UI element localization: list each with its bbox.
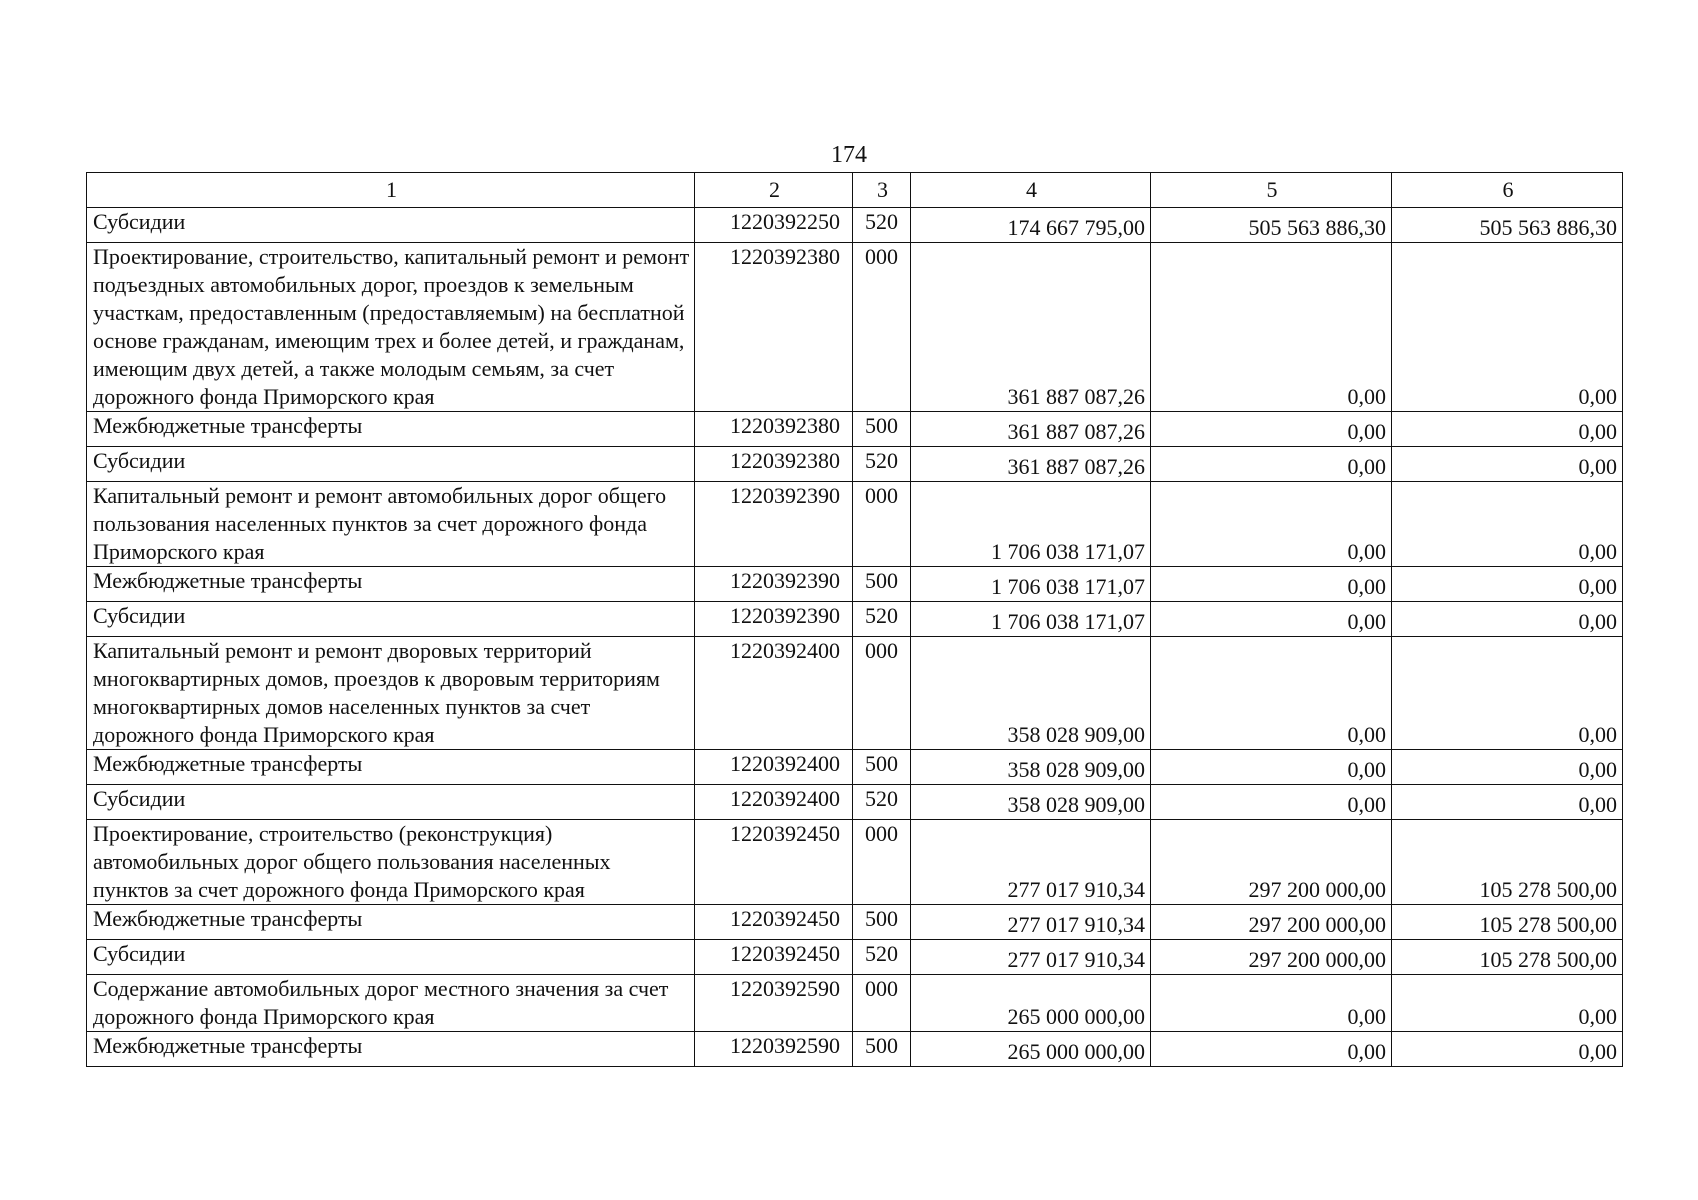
row-value-col6-cell: 0,00: [1392, 447, 1623, 482]
row-value-col4-cell: 1 706 038 171,07: [911, 482, 1151, 567]
row-value-col6-cell: 105 278 500,00: [1392, 820, 1623, 905]
row-code-cell: 1220392590: [695, 975, 853, 1032]
table-row: [87, 940, 1623, 975]
row-value-col5-cell: 0,00: [1151, 785, 1392, 820]
row-value-col4-cell: 277 017 910,34: [911, 820, 1151, 905]
row-value-col5-cell: 297 200 000,00: [1151, 820, 1392, 905]
row-type-cell: 520: [853, 785, 911, 820]
row-value-col4-cell: 361 887 087,26: [911, 412, 1151, 447]
row-code-cell: 1220392380: [695, 412, 853, 447]
row-name-cell: Капитальный ремонт и ремонт автомобильных дорог общего пользования населенных пунктов за счет дорожного фонда Приморского края: [87, 482, 695, 567]
table-row: [87, 567, 1623, 602]
row-code-cell: 1220392390: [695, 602, 853, 637]
table-header-row: [87, 173, 1623, 208]
row-value-col4-cell: 361 887 087,26: [911, 243, 1151, 412]
row-code-cell: 1220392400: [695, 785, 853, 820]
row-value-col4-cell: 277 017 910,34: [911, 905, 1151, 940]
row-value-col6-cell: 0,00: [1392, 975, 1623, 1032]
row-type-cell: 500: [853, 750, 911, 785]
column-header: 1: [87, 173, 695, 208]
row-value-col6-cell: 105 278 500,00: [1392, 905, 1623, 940]
row-type-cell: 520: [853, 602, 911, 637]
row-type-cell: 500: [853, 1032, 911, 1067]
row-value-col4-cell: 1 706 038 171,07: [911, 602, 1151, 637]
row-value-col4-cell: 277 017 910,34: [911, 940, 1151, 975]
row-value-col6-cell: 0,00: [1392, 412, 1623, 447]
table-body: [87, 173, 1623, 1067]
row-name-cell: Межбюджетные трансферты: [87, 412, 695, 447]
row-name-cell: Межбюджетные трансферты: [87, 567, 695, 602]
table-row: [87, 785, 1623, 820]
row-code-cell: 1220392400: [695, 637, 853, 750]
row-value-col6-cell: 0,00: [1392, 637, 1623, 750]
row-type-cell: 500: [853, 905, 911, 940]
row-value-col4-cell: 358 028 909,00: [911, 750, 1151, 785]
row-name-cell: Содержание автомобильных дорог местного значения за счет дорожного фонда Приморского края: [87, 975, 695, 1032]
table-row: [87, 750, 1623, 785]
row-value-col6-cell: 0,00: [1392, 602, 1623, 637]
row-type-cell: 520: [853, 940, 911, 975]
row-value-col4-cell: 265 000 000,00: [911, 975, 1151, 1032]
table-row: [87, 820, 1623, 905]
row-value-col6-cell: 0,00: [1392, 482, 1623, 567]
row-value-col4-cell: 358 028 909,00: [911, 637, 1151, 750]
row-name-cell: Капитальный ремонт и ремонт дворовых территорий многоквартирных домов, проездов к дворовым территориям многоквартирных домов населенных пунктов за счет дорожного фонда Приморского края: [87, 637, 695, 750]
row-value-col5-cell: 505 563 886,30: [1151, 208, 1392, 243]
row-code-cell: 1220392380: [695, 447, 853, 482]
table-row: [87, 1032, 1623, 1067]
row-type-cell: 000: [853, 820, 911, 905]
column-header: 3: [853, 173, 911, 208]
row-value-col5-cell: 0,00: [1151, 602, 1392, 637]
column-header: 4: [911, 173, 1151, 208]
row-value-col5-cell: 0,00: [1151, 412, 1392, 447]
row-name-cell: Субсидии: [87, 602, 695, 637]
row-code-cell: 1220392390: [695, 567, 853, 602]
column-header: 5: [1151, 173, 1392, 208]
row-code-cell: 1220392400: [695, 750, 853, 785]
row-type-cell: 000: [853, 975, 911, 1032]
column-header: 2: [695, 173, 853, 208]
row-name-cell: Межбюджетные трансферты: [87, 750, 695, 785]
table-row: [87, 243, 1623, 412]
row-value-col5-cell: 0,00: [1151, 447, 1392, 482]
row-value-col5-cell: 0,00: [1151, 243, 1392, 412]
row-code-cell: 1220392390: [695, 482, 853, 567]
row-value-col5-cell: 297 200 000,00: [1151, 905, 1392, 940]
row-code-cell: 1220392590: [695, 1032, 853, 1067]
page-number: 174: [831, 142, 867, 168]
row-value-col4-cell: 358 028 909,00: [911, 785, 1151, 820]
row-value-col5-cell: 0,00: [1151, 637, 1392, 750]
row-value-col5-cell: 0,00: [1151, 1032, 1392, 1067]
row-value-col6-cell: 505 563 886,30: [1392, 208, 1623, 243]
row-value-col6-cell: 105 278 500,00: [1392, 940, 1623, 975]
row-name-cell: Межбюджетные трансферты: [87, 905, 695, 940]
row-value-col4-cell: 1 706 038 171,07: [911, 567, 1151, 602]
table-row: [87, 637, 1623, 750]
table-row: [87, 602, 1623, 637]
row-type-cell: 000: [853, 243, 911, 412]
row-value-col5-cell: 0,00: [1151, 482, 1392, 567]
table-row: [87, 905, 1623, 940]
row-type-cell: 500: [853, 412, 911, 447]
row-code-cell: 1220392450: [695, 940, 853, 975]
row-name-cell: Проектирование, строительство, капитальный ремонт и ремонт подъездных автомобильных дорог, проездов к земельным участкам, предоставленным (предоставляемым) на бесплатной основе гражданам, имеющим трех и более детей, и гражданам, имеющим двух детей, а также молодым семьям, за счет дорожного фонда Приморского края: [87, 243, 695, 412]
row-name-cell: Субсидии: [87, 208, 695, 243]
row-type-cell: 000: [853, 637, 911, 750]
budget-table: [86, 172, 1623, 1067]
row-value-col4-cell: 265 000 000,00: [911, 1032, 1151, 1067]
table-row: [87, 975, 1623, 1032]
row-value-col5-cell: 0,00: [1151, 567, 1392, 602]
table-row: [87, 412, 1623, 447]
row-value-col5-cell: 0,00: [1151, 975, 1392, 1032]
row-value-col6-cell: 0,00: [1392, 243, 1623, 412]
row-code-cell: 1220392450: [695, 820, 853, 905]
row-code-cell: 1220392450: [695, 905, 853, 940]
row-name-cell: Субсидии: [87, 940, 695, 975]
row-value-col6-cell: 0,00: [1392, 1032, 1623, 1067]
row-value-col6-cell: 0,00: [1392, 785, 1623, 820]
row-code-cell: 1220392380: [695, 243, 853, 412]
row-value-col5-cell: 297 200 000,00: [1151, 940, 1392, 975]
table-row: [87, 447, 1623, 482]
row-name-cell: Проектирование, строительство (реконструкция) автомобильных дорог общего пользования населенных пунктов за счет дорожного фонда Приморского края: [87, 820, 695, 905]
row-value-col4-cell: 361 887 087,26: [911, 447, 1151, 482]
column-header: 6: [1392, 173, 1623, 208]
row-value-col5-cell: 0,00: [1151, 750, 1392, 785]
row-name-cell: Межбюджетные трансферты: [87, 1032, 695, 1067]
row-value-col6-cell: 0,00: [1392, 750, 1623, 785]
row-type-cell: 000: [853, 482, 911, 567]
row-value-col4-cell: 174 667 795,00: [911, 208, 1151, 243]
row-code-cell: 1220392250: [695, 208, 853, 243]
table-row: [87, 482, 1623, 567]
row-type-cell: 520: [853, 208, 911, 243]
row-type-cell: 520: [853, 447, 911, 482]
row-name-cell: Субсидии: [87, 447, 695, 482]
row-value-col6-cell: 0,00: [1392, 567, 1623, 602]
row-type-cell: 500: [853, 567, 911, 602]
table-row: [87, 208, 1623, 243]
row-name-cell: Субсидии: [87, 785, 695, 820]
